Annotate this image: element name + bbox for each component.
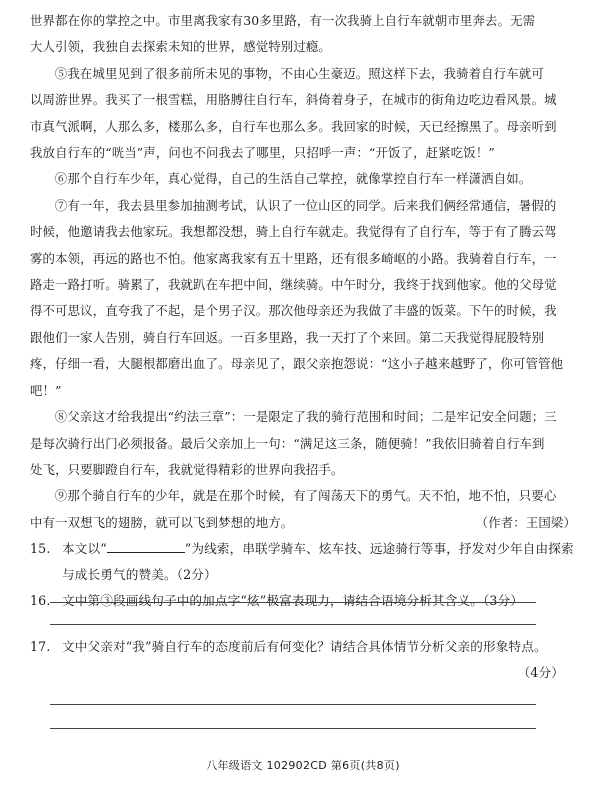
text-line: ⑤我在城里见到了很多前所未见的事物，不由心生豪迈。照这样下去，我骑着自行车就可 (54, 65, 544, 81)
question-number: 15. (30, 541, 51, 557)
text-line: 吧！” (30, 382, 62, 398)
paragraph-9 (30, 483, 576, 536)
text-line: 跟他们一家人告别，骑自行车回返。一百多里路，我一天打了个来回。第二天我觉得屁股特别 (30, 329, 545, 345)
answer-line[interactable] (50, 728, 536, 729)
text-line: ⑨那个骑自行车的少年，就是在那个时候，有了闯荡天下的勇气。天不怕，地不怕，只要心 (54, 488, 557, 504)
text-line: 时候，他邀请我去他家玩。我想都没想，骑上自行车就走。我觉得有了自行车，等于有了腾云驾 (30, 224, 557, 240)
question-15 (30, 536, 576, 588)
question-17 (30, 634, 576, 686)
text-line: ⑥那个自行车少年，真心觉得，自己的生活自己掌控，就像掌控自行车一样潇洒自如。 (54, 171, 532, 187)
question-number: 17. (30, 639, 51, 654)
text-line: 大人引领，我独自去探索未知的世界，感觉特别过瘾。 (30, 39, 331, 55)
text-line-part: 中有一双想飞的翅膀，就可以飞到梦想的地方。 (30, 514, 294, 530)
paragraph-5 (30, 61, 576, 167)
text-line: 以周游世界。我买了一根雪糕，用胳膊往自行车，斜倚着身子，在城市的街角边吃边看风景。城 (30, 92, 557, 108)
question-number: 16. (30, 593, 51, 609)
question-text: 本文以“ (62, 541, 107, 557)
question-text: 文中父亲对“我”骑自行车的态度前后有何变化？请结合具体情节分析父亲的形象特点。 (62, 639, 547, 654)
fill-blank[interactable] (107, 538, 185, 553)
answer-line[interactable] (50, 624, 536, 625)
answer-line[interactable] (50, 602, 536, 603)
question-text: ”为线索，串联学骑车、炫车技、远途骑行等事，抒发对少年自由探索 (184, 541, 574, 557)
text-line: 路走一路打听。骑累了，我就趴在车把中间，继续骑。中午时分，我终于找到他家。他的父母觉 (30, 277, 557, 293)
paragraph-7 (30, 193, 576, 404)
text-line (30, 510, 576, 536)
question-text: 文中第③段画线句子中的加点字“炫”极富表现力，请结合语境分析其含义。（3分） (62, 593, 524, 609)
page-footer: 八年级语文 102902CD 第6页(共8页) (206, 759, 400, 772)
paragraph-8 (30, 404, 576, 483)
question-text-continued: 与成长勇气的赞美。（2分） (62, 567, 217, 583)
question-points: （4分） (517, 665, 564, 680)
text-line: 市真气派啊，人那么多，楼那么多，自行车也那么多。我回家的时候，天已经擦黑了。母亲听到 (30, 118, 557, 134)
text-line: 处飞，只要脚蹬自行车，我就觉得精彩的世界向我招手。 (30, 461, 344, 477)
author-credit: （作者：王国梁） (475, 514, 576, 530)
paragraph-continued (30, 8, 576, 61)
text-line: 我放自行车的“咣当”声，问也不问我去了哪里，只招呼一声：“开饭了，赶紧吃饭！” (30, 145, 495, 161)
paragraph-6 (30, 166, 576, 192)
text-line: 世界都在你的掌控之中。市里离我家有30多里路，有一次我骑上自行车就朝市里奔去。无需 (30, 13, 536, 28)
text-line: ⑦有一年，我去县里参加抽测考试，认识了一位山区的同学。后来我们俩经常通信，暑假的 (54, 197, 557, 213)
text-line: ⑧父亲这才给我提出“约法三章”：一是限定了我的骑行范围和时间；二是牢记安全问题；三 (54, 409, 557, 425)
text-line: 是每次骑行出门必须报备。最后父亲加上一句：“满足这三条，随便骑！”我依旧骑着自行车到 (30, 435, 545, 451)
text-line: 疼，仔细一看，大腿根都磨出血了。母亲见了，跟父亲抱怨说：“这小子越来越野了，你可管管他 (30, 356, 564, 372)
answer-line[interactable] (50, 704, 536, 705)
text-line: 得不可思议，直夸我了不起，是个男子汉。那次他母亲还为我做了丰盛的饭菜。下午的时候，我 (30, 303, 557, 319)
document-page (30, 8, 576, 680)
text-line: 雾的本领，再远的路也不怕。他家离我家有五十里路，还有很多崎岖的小路。我骑着自行车，一 (30, 250, 557, 266)
